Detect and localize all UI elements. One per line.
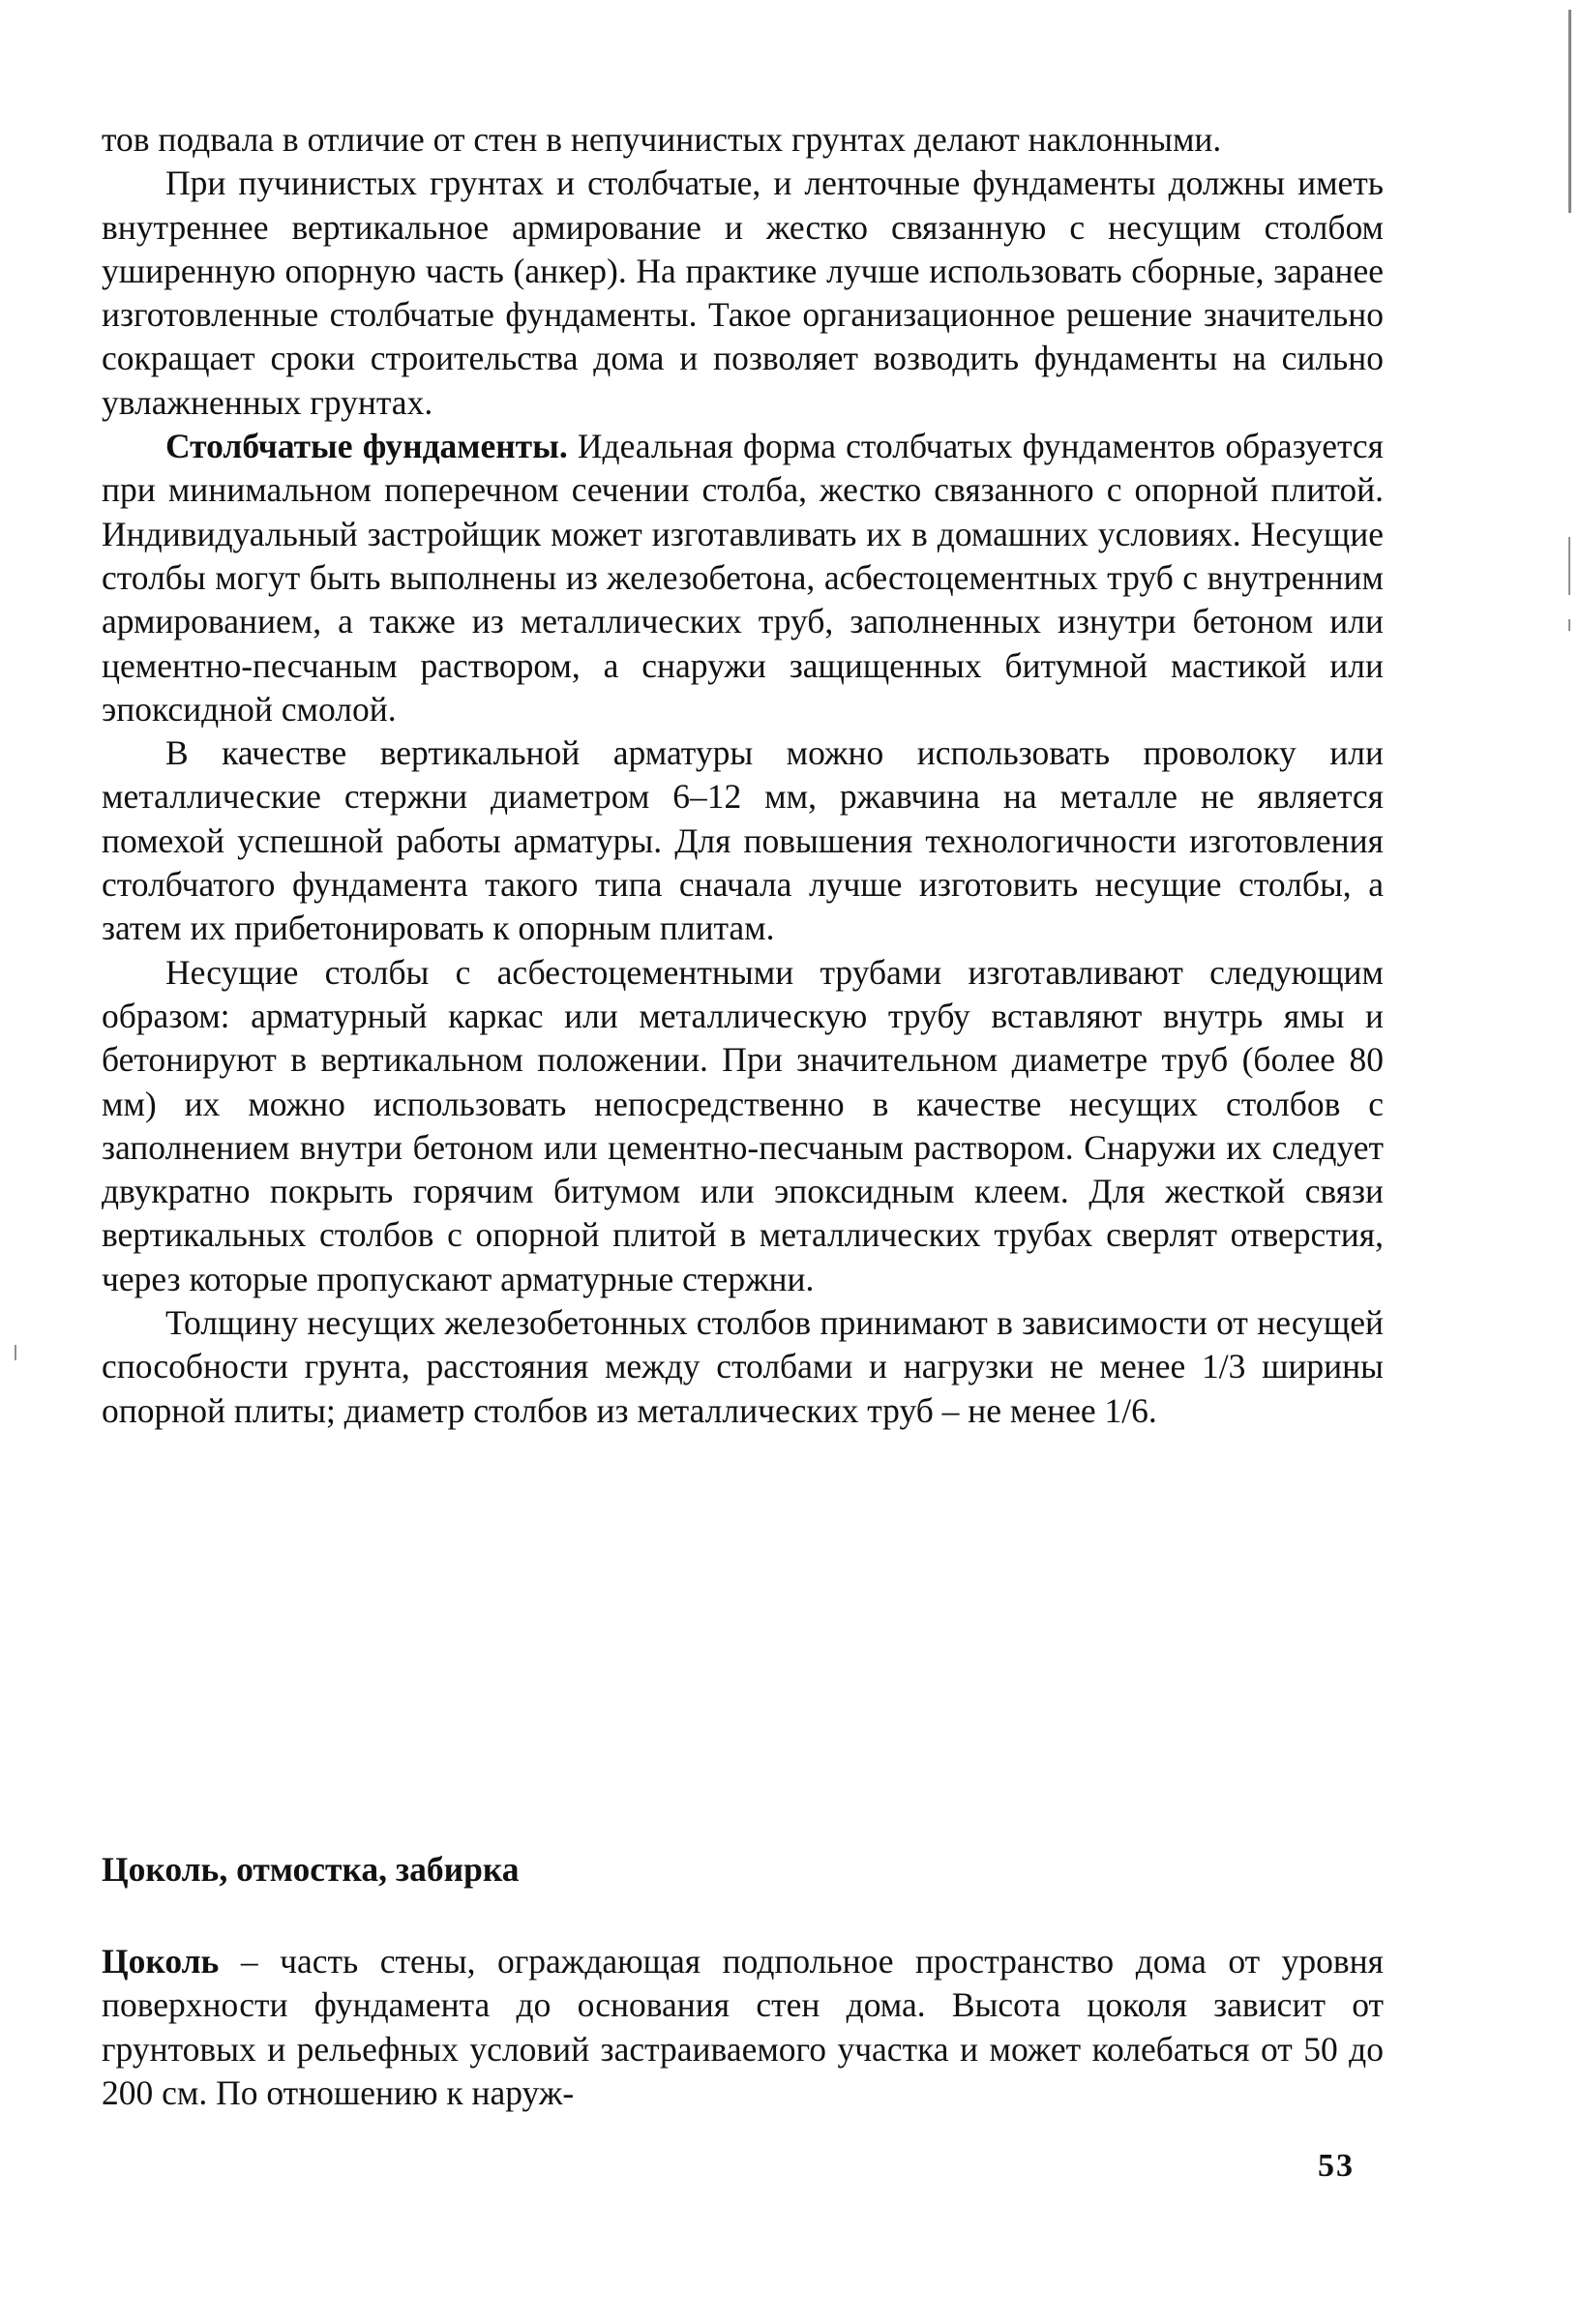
page-number: 53 bbox=[1318, 2148, 1355, 2184]
paragraph-3 bbox=[102, 425, 1384, 731]
scan-margin-mark-left bbox=[15, 1345, 16, 1360]
paragraph-5 bbox=[102, 951, 1384, 1301]
paragraph-4 bbox=[102, 731, 1384, 950]
scan-margin-mark-mid2 bbox=[1568, 619, 1570, 631]
paragraph-6-text: Толщину несущих железобетонных столбов принимают в зависимости от несущей способности грунта, расстояния между столбами и нагрузки не менее 1/3 ширины опорной плиты; диаметр столбов из металлических труб – не менее 1/6. bbox=[102, 1303, 1384, 1430]
paragraph-5-text: Несущие столбы с асбестоцементными трубами изготавливают следующим образом: арматурный каркас или металлическую трубу вставляют внутрь ямы и бетонируют в вертикальном положении. При значительном диаметре труб (более 80 мм) их можно использовать непосредственно в качестве несущих столбов с заполнением внутри бетоном или цементно-песчаным раствором. Снаружи их следует двукратно покрыть горячим битумом или эпоксидным клеем. Для жесткой связи вертикальных столбов с опорной плитой в металлических трубах сверлят отверстия, через которые пропускают арматурные стержни. bbox=[102, 952, 1384, 1298]
section-paragraph-lead: Цоколь bbox=[102, 1942, 220, 1981]
section-body bbox=[102, 1940, 1384, 2115]
page-body bbox=[102, 118, 1384, 1433]
paragraph-3-lead: Столбчатые фундаменты. bbox=[165, 427, 568, 466]
scan-margin-mark-mid bbox=[1568, 537, 1570, 595]
paragraph-2-text: При пучинистых грунтах и столбчатые, и ленточные фундаменты должны иметь внутреннее вертикальное армирование и жестко связанную с несущим столбом уширенную опорную часть (анкер). На практике лучше использовать сборные, заранее изготовленные столбчатые фундаменты. Такое организационное решение значительно сокращает сроки строительства дома и позволяет возводить фундаменты на сильно увлажненных грунтах. bbox=[102, 164, 1384, 422]
paragraph-1-text: тов подвала в отличие от стен в непучинистых грунтах делают наклонными. bbox=[102, 120, 1222, 159]
section-heading: Цоколь, отмостка, забирка bbox=[102, 1850, 520, 1889]
paragraph-2 bbox=[102, 162, 1384, 425]
paragraph-1 bbox=[102, 118, 1384, 162]
section-paragraph-text: – часть стены, ограждающая подпольное пространство дома от уровня поверхности фундамента до основания стен дома. Высота цоколя зависит от грунтовых и рельефных условий застраиваемого участка и может колебаться от 50 до 200 см. По отношению к наруж- bbox=[102, 1942, 1384, 2112]
paragraph-4-text: В качестве вертикальной арматуры можно использовать проволоку или металлические стержни диаметром 6–12 мм, ржавчина на металле не является помехой успешной работы арматуры. Для повышения технологичности изготовления столбчатого фундамента такого типа сначала лучше изготовить несущие столбы, а затем их прибетонировать к опорным плитам. bbox=[102, 733, 1384, 948]
scan-margin-mark-top bbox=[1568, 10, 1571, 213]
paragraph-6 bbox=[102, 1301, 1384, 1433]
paragraph-3-text: Идеальная форма столбчатых фундаментов образуется при минимальном поперечном сечении столба, жестко связанного с опорной плитой. Индивидуальный застройщик может изготавливать их в домашних условиях. Несущие столбы могут быть выполнены из железобетона, асбестоцементных труб с внутренним армированием, а также из металлических труб, заполненных изнутри бетоном или цементно-песчаным раствором, а снаружи защищенных битумной мастикой или эпоксидной смолой. bbox=[102, 427, 1384, 729]
section-paragraph bbox=[102, 1940, 1384, 2115]
